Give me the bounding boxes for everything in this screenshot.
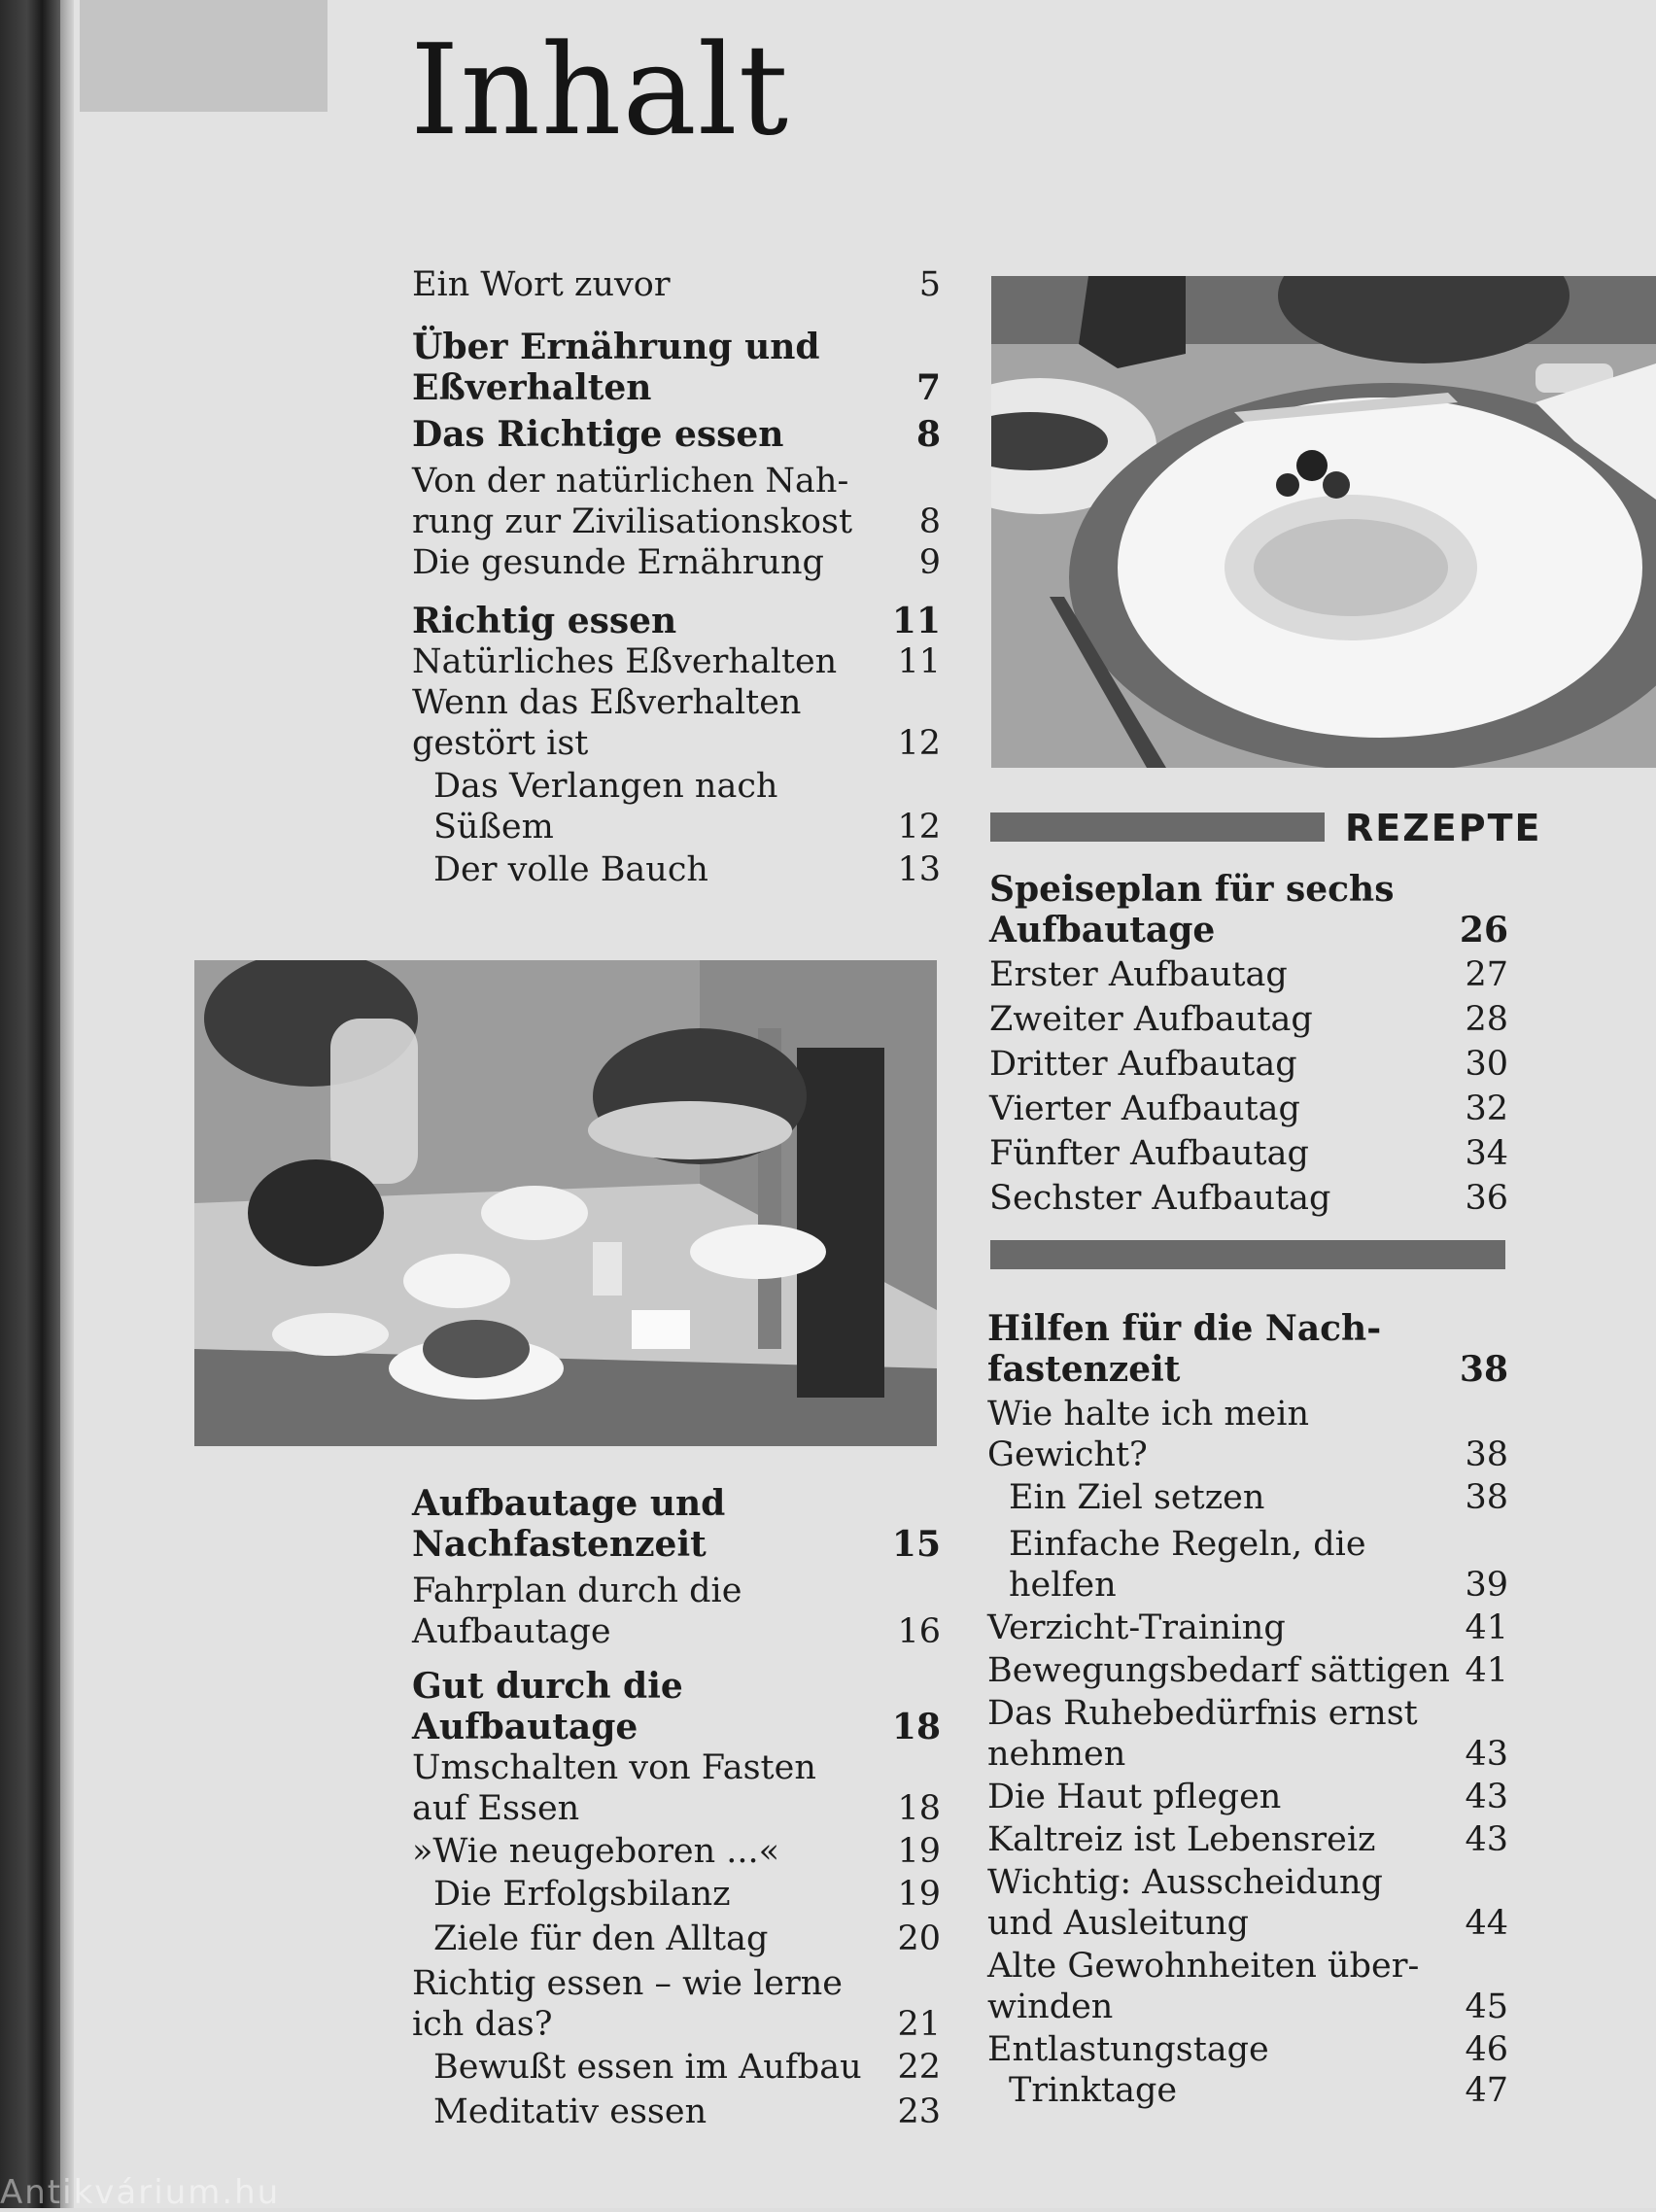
help-section-bar [990, 1240, 1505, 1269]
toc-entry [987, 1777, 1508, 1817]
toc-entry-page: 38 [1465, 1478, 1508, 1517]
toc-entry-title: Ein Ziel setzen [1009, 1478, 1265, 1517]
toc-entry-page: 19 [897, 1832, 941, 1871]
toc-entry [412, 414, 941, 455]
recipes-section-bar [990, 812, 1325, 842]
toc-entry-page: 22 [897, 2048, 941, 2087]
toc-entry [989, 1044, 1508, 1085]
toc-entry-page: 21 [897, 2005, 941, 2044]
toc-entry-page: 47 [1465, 2071, 1508, 2110]
toc-entry-page: 27 [1465, 955, 1508, 994]
toc-entry-title: Das Richtige essen [412, 414, 784, 455]
toc-entry-title: Über Ernährung und Eßverhalten [412, 327, 820, 408]
toc-entry-title: Der volle Bauch [433, 850, 708, 889]
toc-entry-title: Verzicht-Training [987, 1608, 1286, 1647]
toc-entry [989, 1178, 1508, 1219]
toc-entry-page: 38 [1459, 1349, 1508, 1390]
watermark: Antikvárium.hu [0, 2173, 281, 2212]
toc-entry-page: 12 [897, 808, 941, 847]
toc-entry [412, 1831, 941, 1872]
toc-entry [987, 1946, 1508, 2027]
toc-entry-page: 12 [897, 724, 941, 763]
toc-entry [987, 1308, 1508, 1390]
toc-entry-title: Vierter Aufbautag [989, 1089, 1300, 1128]
toc-entry-title: Speiseplan für sechs Aufbautage [989, 869, 1395, 950]
toc-entry-title: Die Haut pflegen [987, 1778, 1282, 1816]
toc-entry [989, 954, 1508, 995]
breakfast-table-photo [194, 960, 937, 1446]
toc-entry [412, 766, 941, 847]
toc-entry-title: Aufbautage und Nachfastenzeit [412, 1483, 726, 1565]
toc-entry-title: Gut durch die Aufbautage [412, 1666, 683, 1747]
toc-entry-page: 43 [1465, 1778, 1508, 1816]
toc-entry [412, 2091, 941, 2132]
toc-entry-title: Dritter Aufbautag [989, 1045, 1297, 1084]
toc-entry [412, 1666, 941, 1747]
toc-entry-page: 38 [1465, 1435, 1508, 1474]
toc-entry-title: Fahrplan durch die Aufbautage [412, 1572, 742, 1651]
toc-entry-title: Wie halte ich mein Gewicht? [987, 1395, 1309, 1474]
toc-entry-page: 23 [897, 2092, 941, 2131]
toc-entry-title: Zweiter Aufbautag [989, 1000, 1313, 1039]
toc-entry [987, 1650, 1508, 1691]
toc-entry-page: 20 [897, 1919, 941, 1958]
toc-entry-title: Ein Wort zuvor [412, 265, 671, 304]
toc-entry [412, 1571, 941, 1652]
toc-entry-page: 45 [1465, 1987, 1508, 2026]
toc-entry-title: Sechster Aufbautag [989, 1179, 1331, 1218]
toc-entry [412, 1918, 941, 1959]
toc-entry-title: Die gesunde Ernährung [412, 543, 824, 582]
toc-entry [412, 1747, 941, 1829]
toc-entry [987, 1693, 1508, 1775]
toc-entry [412, 1874, 941, 1915]
toc-entry-title: Trinktage [1009, 2071, 1178, 2110]
toc-entry [989, 1133, 1508, 1174]
toc-entry-page: 9 [918, 543, 941, 582]
toc-entry [987, 1607, 1508, 1648]
toc-entry [987, 1524, 1508, 1606]
toc-left-top [412, 264, 941, 890]
toc-entry [412, 682, 941, 764]
toc-entry-page: 15 [891, 1524, 941, 1565]
toc-entry [412, 1483, 941, 1565]
toc-entry [412, 641, 941, 682]
toc-entry [412, 2047, 941, 2088]
toc-entry-title: Das Ruhebedürfnis ernst nehmen [987, 1694, 1418, 1774]
toc-entry [987, 1862, 1508, 1944]
toc-entry-page: 41 [1465, 1651, 1508, 1690]
toc-entry-page: 41 [1465, 1608, 1508, 1647]
toc-entry-page: 18 [891, 1707, 941, 1747]
toc-entry-title: Kaltreiz ist Lebensreiz [987, 1820, 1376, 1859]
toc-entry-title: Ziele für den Alltag [433, 1919, 769, 1958]
toc-entry-title: »Wie neugeboren ...« [412, 1832, 780, 1871]
toc-entry-title: Richtig essen [412, 601, 677, 641]
toc-entry-title: Fünfter Aufbautag [989, 1134, 1309, 1173]
toc-entry-title: Bewußt essen im Aufbau [433, 2048, 862, 2087]
toc-entry-page: 5 [918, 265, 941, 304]
toc-entry-page: 18 [897, 1789, 941, 1828]
toc-entry-page: 44 [1465, 1904, 1508, 1943]
toc-entry-title: Bewegungsbedarf sättigen [987, 1651, 1450, 1690]
plate-salad-photo [991, 276, 1656, 768]
toc-entry-page: 19 [897, 1875, 941, 1914]
toc-entry-page: 36 [1465, 1179, 1508, 1218]
toc-entry [987, 1477, 1508, 1518]
toc-entry-title: Alte Gewohnheiten über- winden [987, 1947, 1420, 2026]
toc-entry [412, 542, 941, 583]
toc-entry-page: 46 [1465, 2030, 1508, 2069]
toc-entry-page: 11 [891, 601, 941, 641]
corner-tab [80, 0, 328, 112]
toc-right-recipes [989, 869, 1508, 1219]
toc-entry-title: Die Erfolgsbilanz [433, 1875, 731, 1914]
toc-entry-page: 13 [897, 850, 941, 889]
toc-entry-page: 43 [1465, 1735, 1508, 1774]
toc-entry-page: 26 [1459, 910, 1508, 950]
toc-entry [987, 2070, 1508, 2111]
toc-entry-page: 11 [897, 642, 941, 681]
toc-entry-page: 28 [1465, 1000, 1508, 1039]
toc-entry [989, 1089, 1508, 1129]
toc-entry-page: 8 [918, 502, 941, 541]
toc-entry-title: Erster Aufbautag [989, 955, 1288, 994]
recipes-section-label: REZEPTE [1345, 807, 1542, 849]
toc-entry [412, 601, 941, 641]
toc-entry-title: Hilfen für die Nach- fastenzeit [987, 1308, 1382, 1390]
toc-entry-title: Das Verlangen nach Süßem [433, 767, 778, 847]
toc-entry-page: 30 [1465, 1045, 1508, 1084]
toc-left-bottom [412, 1483, 941, 2132]
book-spine [0, 0, 60, 2208]
toc-entry [412, 461, 941, 542]
toc-entry-page: 32 [1465, 1089, 1508, 1128]
toc-entry-title: Einfache Regeln, die helfen [1009, 1525, 1366, 1605]
toc-entry-page: 8 [915, 414, 941, 455]
toc-right-help [987, 1308, 1508, 2111]
toc-entry [989, 999, 1508, 1040]
toc-entry [412, 264, 941, 305]
page-gutter [60, 0, 74, 2208]
toc-entry [412, 327, 941, 408]
toc-entry-page: 43 [1465, 1820, 1508, 1859]
toc-entry-title: Wenn das Eßverhalten gestört ist [412, 683, 802, 763]
toc-entry-title: Von der natürlichen Nah- rung zur Zivilisationskost [412, 462, 853, 541]
toc-entry-page: 34 [1465, 1134, 1508, 1173]
toc-entry-title: Richtig essen – wie lerne ich das? [412, 1964, 844, 2044]
toc-entry-title: Entlastungstage [987, 2030, 1269, 2069]
toc-entry-title: Wichtig: Ausscheidung und Ausleitung [987, 1863, 1383, 1943]
toc-entry [987, 2029, 1508, 2070]
toc-entry [989, 869, 1508, 950]
toc-entry-page: 16 [897, 1612, 941, 1651]
toc-entry [412, 1963, 941, 2045]
page-title: Inhalt [410, 18, 790, 163]
toc-entry-title: Meditativ essen [433, 2092, 707, 2131]
toc-entry [987, 1819, 1508, 1860]
toc-entry-title: Natürliches Eßverhalten [412, 642, 838, 681]
toc-entry-page: 39 [1465, 1566, 1508, 1605]
toc-entry [987, 1394, 1508, 1475]
toc-entry [412, 849, 941, 890]
toc-entry-title: Umschalten von Fasten auf Essen [412, 1748, 816, 1828]
toc-entry-page: 7 [915, 367, 941, 408]
